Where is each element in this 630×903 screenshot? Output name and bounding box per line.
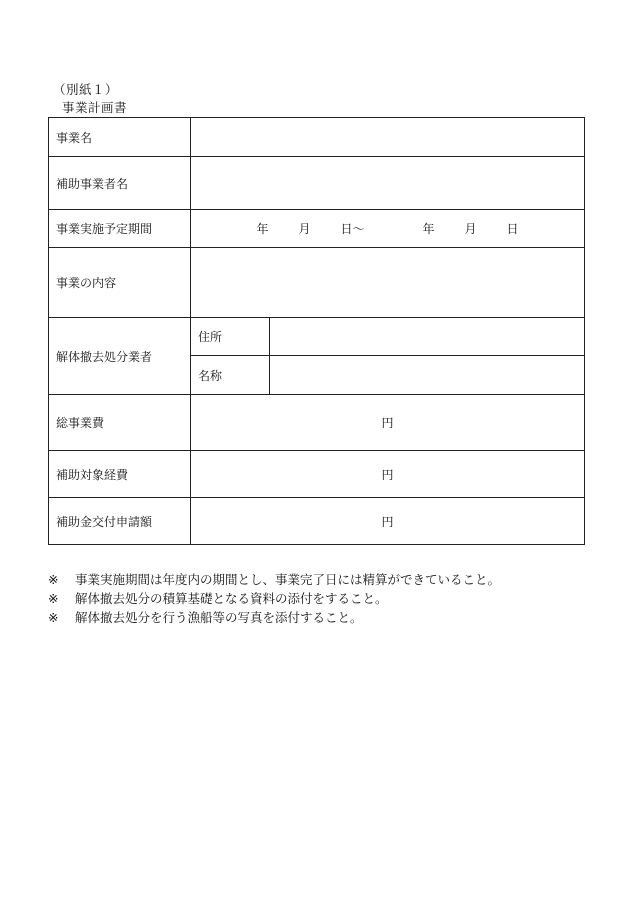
period-start-year-unit: 年 — [256, 222, 269, 236]
note-item — [48, 589, 500, 608]
eligible-cost-unit: 円 — [381, 467, 394, 482]
period-start-month-unit: 月 — [298, 222, 311, 236]
table-row-content — [49, 248, 585, 318]
eligible-cost-label: 補助対象経費 — [49, 451, 191, 498]
table-row-operator — [49, 157, 585, 210]
contractor-name-label: 名称 — [191, 356, 270, 395]
period-end-month-unit: 月 — [464, 222, 477, 236]
project-name-label: 事業名 — [49, 118, 191, 157]
table-row-total-cost — [49, 395, 585, 451]
note-mark: ※ — [48, 591, 59, 606]
attachment-label: （別紙１） — [53, 82, 119, 97]
project-plan-table — [48, 117, 585, 545]
period-field[interactable] — [191, 210, 585, 248]
grant-request-field[interactable] — [191, 498, 585, 545]
operator-label: 補助事業者名 — [49, 157, 191, 210]
contractor-name-field[interactable] — [270, 356, 585, 395]
note-mark: ※ — [48, 610, 59, 625]
table-row-contractor-address — [49, 318, 585, 356]
table-row-eligible-cost — [49, 451, 585, 498]
grant-request-unit: 円 — [381, 514, 394, 529]
operator-field[interactable] — [191, 157, 585, 210]
table-row-grant-request — [49, 498, 585, 545]
period-label: 事業実施予定期間 — [49, 210, 191, 248]
document-title: 事業計画書 — [62, 100, 128, 115]
note-text: 事業実施期間は年度内の期間とし、事業完了日には精算ができていること。 — [75, 572, 501, 587]
eligible-cost-field[interactable] — [191, 451, 585, 498]
grant-request-label: 補助金交付申請額 — [49, 498, 191, 545]
note-mark: ※ — [48, 572, 59, 587]
contractor-address-field[interactable] — [270, 318, 585, 356]
table-row-period — [49, 210, 585, 248]
period-start-day-unit: 日〜 — [340, 222, 365, 236]
note-text: 解体撤去処分を行う漁船等の写真を添付すること。 — [75, 610, 363, 625]
content-label: 事業の内容 — [49, 248, 191, 318]
content-field[interactable] — [191, 248, 585, 318]
contractor-address-label: 住所 — [191, 318, 270, 356]
note-item — [48, 608, 500, 627]
total-cost-label: 総事業費 — [49, 395, 191, 451]
period-end-day-unit: 日 — [506, 222, 519, 236]
period-end-year-unit: 年 — [422, 222, 435, 236]
table-row-project-name — [49, 118, 585, 157]
note-text: 解体撤去処分の積算基礎となる資料の添付をすること。 — [75, 591, 388, 606]
note-item — [48, 570, 500, 589]
project-name-field[interactable] — [191, 118, 585, 157]
contractor-label: 解体撤去処分業者 — [49, 318, 191, 395]
notes-list — [48, 570, 500, 627]
total-cost-unit: 円 — [381, 416, 394, 430]
total-cost-field[interactable] — [191, 395, 585, 451]
